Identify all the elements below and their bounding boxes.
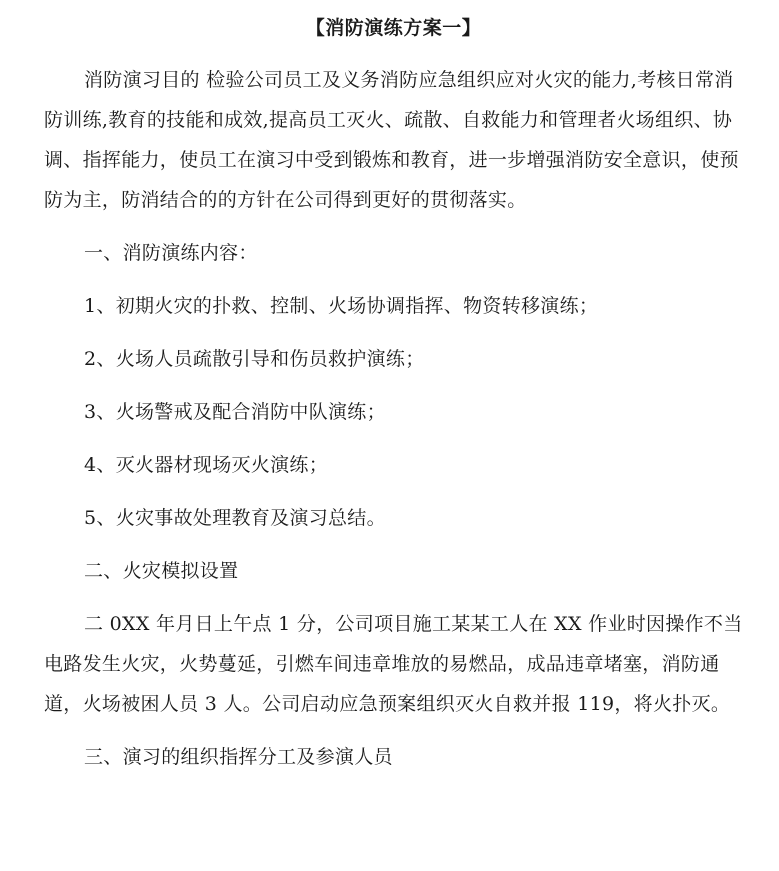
section-heading-simulation: 二、火灾模拟设置	[84, 560, 239, 582]
section-heading-content: 一、消防演练内容：	[84, 242, 258, 264]
list-item: 2、火场人员疏散引导和伤员救护演练；	[84, 348, 425, 370]
list-item: 1、初期火灾的扑救、控制、火场协调指挥、物资转移演练；	[84, 295, 599, 317]
list-item: 3、火场警戒及配合消防中队演练；	[84, 401, 386, 423]
list-item: 5、火灾事故处理教育及演习总结。	[84, 507, 386, 529]
intro-paragraph: 消防演习目的 检验公司员工及义务消防应急组织应对火灾的能力,考核日常消防训练,教育的技能和成效,提高员工灭火、疏散、自救能力和管理者火场组织、协调、指挥能力，使员工在演习中受到锻炼和教育，进一步增强消防安全意识，使预防为主，防消结合的的方针在公司得到更好的贯彻落实。	[44, 69, 739, 211]
scenario-paragraph: 二 0XX 年月日上午点 1 分，公司项目施工某某工人在 XX 作业时因操作不当电路发生火灾，火势蔓延，引燃车间违章堆放的易燃品，成品违章堵塞，消防通道，火场被困人员 3 人。公司启动应急预案组织灭火自救并报 119，将火扑灭。	[44, 613, 743, 715]
document-title: 【消防演练方案一】	[305, 17, 482, 39]
section-heading-organization: 三、演习的组织指挥分工及参演人员	[84, 746, 393, 768]
list-item: 4、灭火器材现场灭火演练；	[84, 454, 328, 476]
